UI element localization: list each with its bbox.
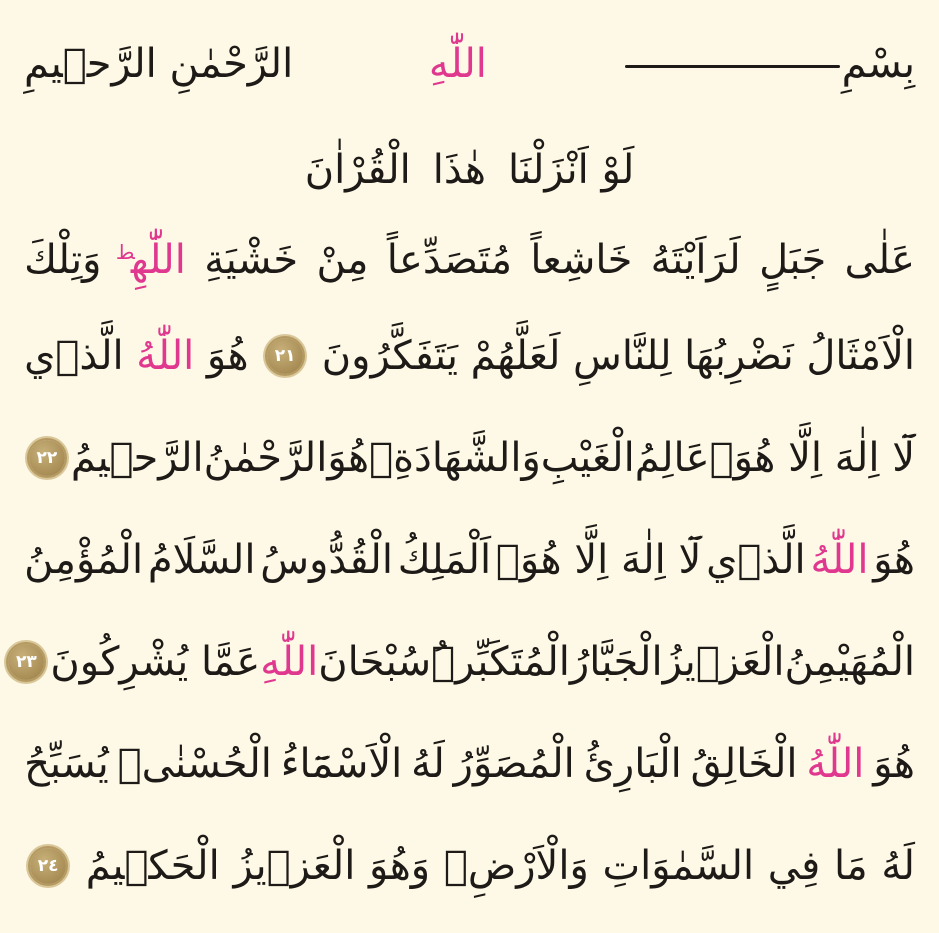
word: لَهُ [881, 843, 915, 889]
allah-word: اللّٰهُ [806, 741, 865, 787]
word: لَوْ اَنْزَلْنَا [507, 147, 635, 193]
word: لَعَلَّهُمْ [470, 333, 561, 379]
word: عَالِمُ [634, 435, 710, 481]
word: الَّذ۪ي [24, 333, 124, 379]
word: وَهُوَ [369, 843, 431, 889]
word: هٰذَا [432, 147, 486, 193]
word: جَبَلٍ [759, 237, 827, 283]
verse-line-7 [24, 714, 915, 814]
basmala-bism: بِسْمِ [623, 44, 915, 84]
word: عَمَّا يُشْرِكُونَ [50, 639, 261, 685]
ayah-number-marker: ٢١ [267, 338, 303, 374]
word: السَّمٰوَاتِ [602, 843, 755, 889]
word: السَّلَامُ [147, 537, 256, 583]
verse-line-1 [24, 120, 915, 220]
ayah-number-marker: ٢٣ [8, 644, 44, 680]
word: هُوَ [873, 537, 915, 583]
word: لَهُ [411, 741, 445, 787]
verse-line-3 [24, 306, 915, 406]
word: لَٓا اِلٰهَ اِلَّا هُوَۚ [495, 537, 702, 583]
word: الْعَز۪يزُ [662, 639, 785, 685]
word: وَالشَّهَادَةِۚ [369, 435, 541, 481]
basmala-rahman-rahim: الرَّحْمٰنِ الرَّح۪يمِ [24, 41, 294, 87]
word: الْمُهَيْمِنُ [784, 639, 915, 685]
word: الْقُدُّوسُ [260, 537, 393, 583]
word: الْاَسْمَٓاءُ [280, 741, 403, 787]
ayah-number-marker: ٢٢ [29, 440, 65, 476]
word: لِلنَّاسِ [573, 333, 672, 379]
word: الْخَالِقُ [690, 741, 798, 787]
word: لَٓا اِلٰهَ اِلَّا هُوَۚ [709, 435, 915, 481]
waqf-mark: ط [115, 239, 135, 264]
word: وَالْاَرْضِۚ [443, 843, 589, 889]
word: الْعَز۪يزُ [233, 843, 356, 889]
word: مِنْ [316, 237, 369, 283]
word: الرَّح۪يمُ [70, 435, 204, 481]
allah-word: اللّٰهِ$^ط$ [115, 237, 186, 283]
allah-word: اللّٰهُ [810, 537, 869, 583]
word: الْبَارِئُ [583, 741, 682, 787]
word: يَتَفَكَّرُونَ [321, 333, 459, 379]
ayah-number-marker: ٢٤ [30, 848, 66, 884]
word: مُتَصَدِّعاً [386, 237, 512, 283]
word: اَلْمَلِكُ [397, 537, 492, 583]
word: الْمُصَوِّرُ [453, 741, 575, 787]
word: نَضْرِبُهَا [684, 333, 794, 379]
word: هُوَ [873, 741, 915, 787]
word: فِي [767, 843, 821, 889]
word: الْغَيْبِ [540, 435, 635, 481]
word: الْحَك۪يمُ [85, 843, 220, 889]
word: الْاَمْثَالُ [806, 333, 915, 379]
verse-line-2 [24, 210, 915, 310]
allah-word: اللّٰهُ [136, 333, 195, 379]
basmala-stretch [625, 65, 840, 68]
allah-word: اللّٰهِ [260, 639, 319, 685]
word: وَتِلْكَ [24, 237, 102, 283]
word: الْمُتَكَبِّرُۜ [431, 639, 570, 685]
word: الرَّحْمٰنُ [203, 435, 328, 481]
word: الْحُسْنٰىۜ [117, 741, 272, 787]
word: الْجَبَّارُ [569, 639, 663, 685]
verse-line-5 [24, 510, 915, 610]
word: خَشْيَةِ [204, 237, 299, 283]
verse-line-8 [24, 816, 915, 916]
word: هُوَ [327, 435, 370, 481]
word: الْقُرْاٰنَ [304, 147, 411, 193]
word: الْمُؤْمِنُ [24, 537, 144, 583]
word: الَّذ۪ي [706, 537, 806, 583]
word: لَرَاَيْتَهُ [650, 237, 741, 283]
basmala-line [24, 14, 915, 114]
word: خَاشِعاً [530, 237, 633, 283]
word: مَا [834, 843, 868, 889]
basmala-allah: اللّٰهِ [428, 41, 487, 87]
word: سُبْحَانَ [318, 639, 432, 685]
word: عَلٰى [844, 237, 915, 283]
word: يُسَبِّحُ [24, 741, 109, 787]
verse-line-4 [24, 408, 915, 508]
word: هُوَ [206, 333, 249, 379]
verse-line-6 [15, 612, 915, 712]
